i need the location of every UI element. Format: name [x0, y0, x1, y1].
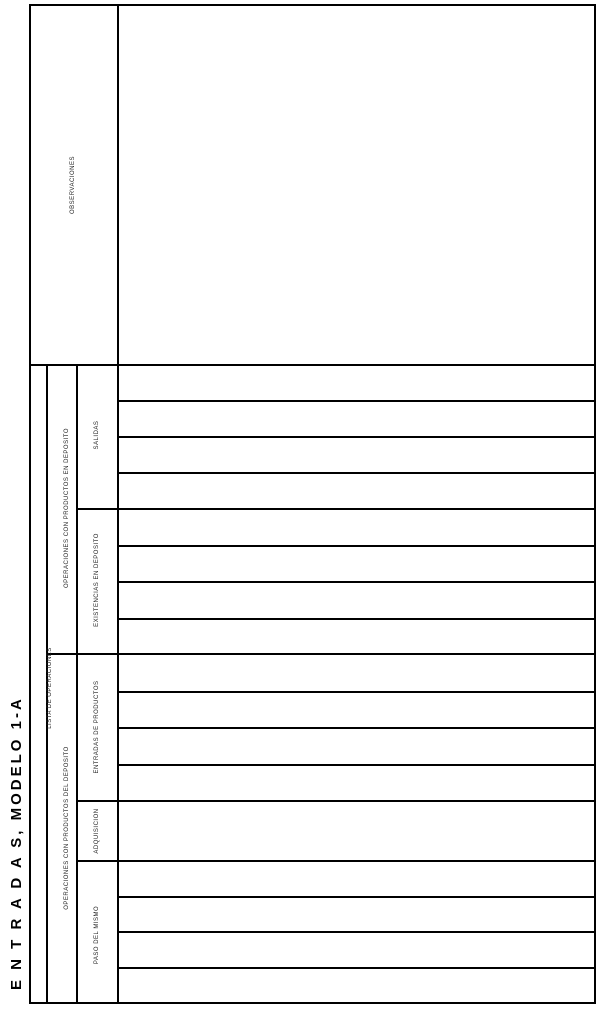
- row-line: [117, 860, 596, 862]
- row-line: [117, 800, 596, 802]
- frame-left: [29, 4, 31, 1004]
- header-adquisicion: ADQUISICION: [94, 808, 100, 854]
- row-line: [117, 508, 596, 510]
- frame-right: [594, 4, 596, 1004]
- row-line: [117, 931, 596, 933]
- header-salidas: SALIDAS: [94, 420, 100, 450]
- header-col-2: [76, 364, 78, 1004]
- observaciones-divider: [29, 364, 596, 366]
- header-entradas: ENTRADAS DE PRODUCTOS: [94, 680, 100, 774]
- frame-top: [29, 4, 596, 6]
- row-line: [117, 764, 596, 766]
- row-line: [117, 436, 596, 438]
- row-line: [117, 581, 596, 583]
- header-group-right: OPERACIONES CON PRODUCTOS EN DEPOSITO: [64, 428, 70, 588]
- row-line: [117, 472, 596, 474]
- header-group-left: OPERACIONES CON PRODUCTOS DEL DEPOSITO: [64, 746, 70, 910]
- row-line: [117, 967, 596, 969]
- header-paso: PASO DEL MISMO: [94, 905, 100, 965]
- sub-divider-a: [76, 508, 119, 510]
- form-title: E N T R A D A S, MODELO 1-A: [8, 696, 25, 990]
- header-divider: [117, 4, 119, 1004]
- row-line: [117, 896, 596, 898]
- header-existencias: EXISTENCIAS EN DEPOSITO: [94, 533, 100, 627]
- row-line: [117, 618, 596, 620]
- row-line: [117, 727, 596, 729]
- row-line: [117, 691, 596, 693]
- row-line: [117, 400, 596, 402]
- row-line: [117, 545, 596, 547]
- header-observaciones: OBSERVACIONES: [70, 156, 76, 214]
- frame-bottom: [29, 1002, 596, 1004]
- header-lista-operaciones: LISTA DE OPERACIONES: [47, 647, 53, 729]
- group-divider: [46, 653, 596, 655]
